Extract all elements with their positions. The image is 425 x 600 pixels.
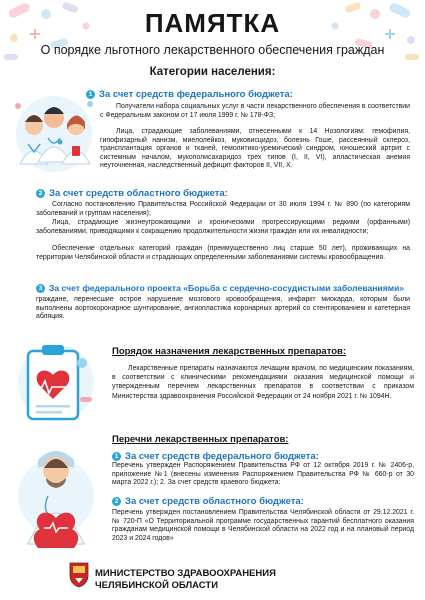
regional-heading-text: За счет средств областного бюджета: [49,188,228,199]
lists-federal-text: Перечень утвержден Распоряжением Правительства РФ от 12 октября 2019 г. № 2406-р, приложение №1 (внесены изменения Распоряжением Правительства РФ № 660-р от 30 марта 2022 г.); 2. За счет средств краевого бюджета: [112,462,414,487]
page-title: ПАМЯТКА [144,8,281,38]
lists-federal-heading-text: За счет средств федерального бюджета: [125,451,319,462]
prescription-order-heading: Порядок назначения лекарственных препаратов: [112,346,347,357]
ministry-emblem-logo [68,560,90,588]
doctors-illustration [10,92,98,174]
lists-federal-heading [112,451,319,462]
federal-paragraph-2: Лица, страдающие заболеваниями, отнесенными к 14 Нозологиям: гемофилия, гипофизарный нанизм, миелолейкоз, муковисцидоз, болезнь Гоше, рассеянный склероз, трансплантация органов и тканей, гемолитико-уремический синдром, юношеский артрит с системным началом, мукополисахаридоз трех типов (I, II, VI), апластическая анемия неуточненная, наследственный дефицит факторов II, VII, X. [100,128,410,170]
number-badge-lists-1: 1 [112,452,121,461]
federal-budget-heading [86,89,293,100]
number-badge-1: 1 [86,90,95,99]
prescription-order-text: Лекарственные препараты назначаются лечащим врачом, по медицинским показаниям, в соответствии с клиническими рекомендациями оказания медицинской помощи и утвержденным перечнем лекарственных препаратов в соответствии с приказом Министерства здравоохранения Российской Федерации от 24 ноября 2021 г. № 1094Н. [112,365,414,400]
regional-budget-heading [36,188,228,199]
number-badge-3: 3 [36,284,45,293]
lists-regional-heading-text: За счет средств областного бюджета: [125,496,304,507]
number-badge-2: 2 [36,189,45,198]
regional-paragraph-2: Лица, страдающие жизнеугрожающими и хроническими прогрессирующими редкими (орфанными) заболеваниями, приводящими к сокращению продолжительности жизни граждан или их инвалидности; [36,219,410,235]
federal-paragraph-1: Получатели набора социальных услуг в части лекарственного обеспечения в соответствии с Федеральным законом от 17 июля 1999 г. № 178-ФЗ; [100,103,410,119]
ministry-name-line-1: МИНИСТЕРСТВО ЗДРАВООХРАНЕНИЯ [95,568,276,579]
regional-paragraph-3: Обеспечение отдельных категорий граждан (преимущественно лиц старше 50 лет), проживающих на территории Челябинской области и страдающих определенными заболеваниями системы кровообращения. [36,245,410,261]
cardio-project-text: граждане, перенесшие острое нарушение мозгового кровообращения, инфаркт миокарда, которым были выполнены аортокоронарное шунтирование, ангиопластика коронарных артерий со стентированием и катетерная абляция. [36,296,410,321]
number-badge-lists-2: 2 [112,497,121,506]
lists-regional-heading [112,496,304,507]
page-subtitle: О порядке льготного лекарственного обеспечения граждан [40,43,385,57]
lists-regional-text: Перечень утвержден постановлением Правительства Челябинской области от 29.12.2021 г. № 720-П «О Территориальной программе государственных гарантий бесплатного оказания гражданам медицинской помощи в Челябинской области на 2022 год и на плановый период 2023 и 2024 годов» [112,509,414,542]
federal-heading-text: За счет средств федерального бюджета: [99,89,293,100]
cardio-project-heading-text: За счет федерального проекта «Борьба с сердечно-сосудистыми заболеваниями» [49,283,405,293]
doctor-with-heart-illustration [14,440,98,550]
ministry-name [95,568,276,592]
cardio-project-heading [36,283,404,293]
clipboard-heart-illustration [12,335,98,427]
drug-lists-heading: Перечни лекарственных препаратов: [112,434,289,445]
ministry-name-line-2: ЧЕЛЯБИНСКОЙ ОБЛАСТИ [95,580,219,591]
regional-paragraph-1: Согласно постановлению Правительства Российской Федерации от 30 июля 1994 г. № 890 (по категориям заболеваний и группам населения); [36,201,410,217]
categories-heading: Категории населения: [149,66,276,78]
